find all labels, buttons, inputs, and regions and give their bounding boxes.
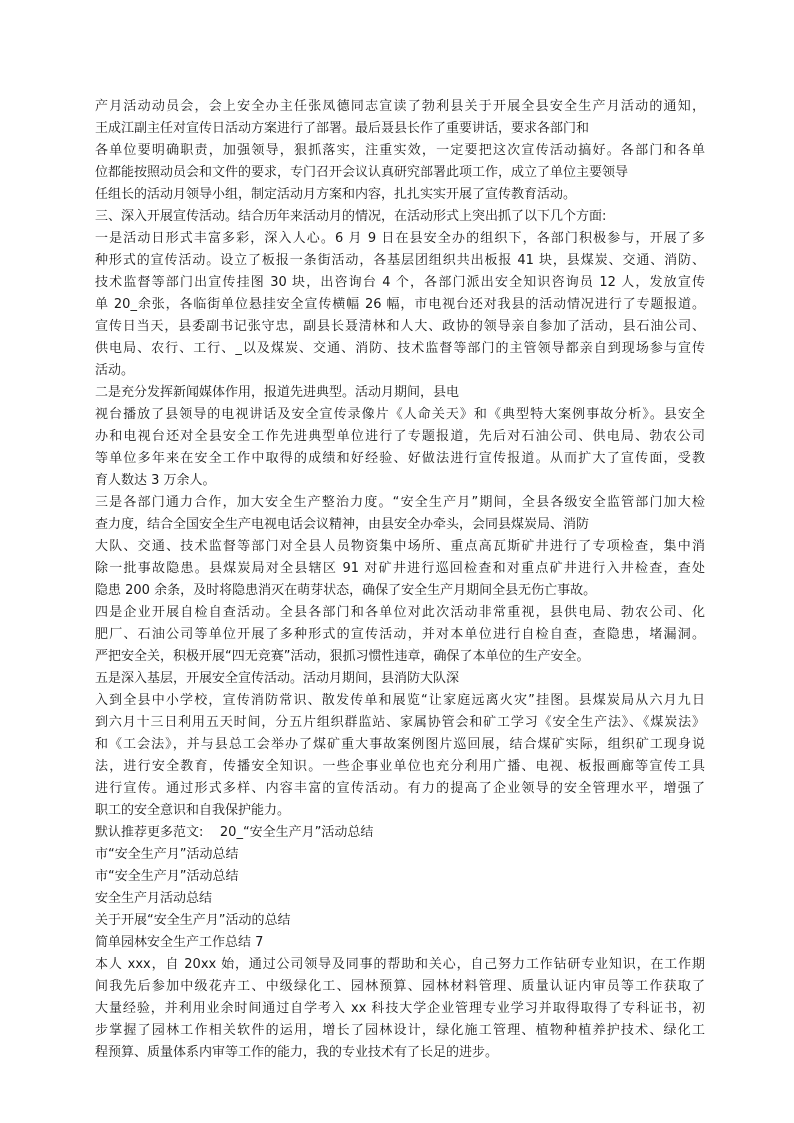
text-line: 供电局、农行、工行、_以及煤炭、交通、消防、技术监督等部门的主管领导都亲自到现场参与宣传	[95, 341, 705, 356]
related-articles-label[interactable]: 默认推荐更多范文: 20_“安全生产月”活动总结	[95, 825, 374, 840]
related-article-link[interactable]: 市“安全生产月”活动总结	[95, 869, 239, 884]
text-line: 查力度，结合全国安全生产电视电话会议精神，由县安全办牵头，会同县煤炭局、消防	[95, 517, 590, 532]
text-line: 技术监督等部门出宣传挂图 30 块，出咨询台 4 个，各部门派出安全知识咨询员 12 人，发放宣传	[95, 275, 705, 290]
related-article-link[interactable]: 关于开展“安全生产月”活动的总结	[95, 913, 291, 928]
text-line: 视台播放了县领导的电视讲话及安全宣传录像片《人命关天》和《典型特大案例事故分析》。县安全	[95, 407, 705, 422]
text-line: 五是深入基层，开展安全宣传活动。活动月期间，县消防大队深	[95, 671, 460, 686]
text-line: 种形式的宣传活动。设立了板报一条街活动，各基层团组织共出板报 41 块，县煤炭、交通、消防、	[95, 253, 705, 268]
text-line: 育人数达 3 万余人。	[95, 473, 216, 488]
text-line: 肥厂、石油公司等单位开展了多种形式的宣传活动，并对本单位进行自检自查，查隐患，堵漏洞。	[95, 627, 705, 642]
text-line: 入到全县中小学校，宣传消防常识、散发传单和展览“让家庭远离火灾”挂图。县煤炭局从六月九日	[95, 693, 705, 708]
text-line: 严把安全关，积极开展“四无竞赛”活动，狠抓习惯性违章，确保了本单位的生产安全。	[95, 649, 590, 664]
related-article-link[interactable]: 市“安全生产月”活动总结	[95, 847, 239, 862]
article-title: 简单园林安全生产工作总结 7	[95, 935, 264, 950]
text-line: 王成江副主任对宣传日活动方案进行了部署。最后聂县长作了重要讲话，要求各部门和	[95, 121, 590, 136]
text-line: 进行宣传。通过形式多样、内容丰富的宣传活动。有力的提高了企业领导的安全管理水平，增强了	[95, 781, 705, 796]
text-line: 二是充分发挥新闻媒体作用，报道先进典型。活动月期间，县电	[95, 385, 460, 400]
text-line: 活动。	[95, 363, 135, 378]
text-line: 本人 xxx，自 20xx 始，通过公司领导及同事的帮助和关心，自己努力工作钻研专业知识，在工作期	[95, 957, 705, 972]
section-heading: 三、深入开展宣传活动。结合历年来活动月的情况，在活动形式上突出抓了以下几个方面:	[95, 209, 607, 224]
text-line: 等单位多年来在安全工作中取得的成绩和好经验、好做法进行宣传报道。从而扩大了宣传面，受教	[95, 451, 705, 466]
text-line: 四是企业开展自检自查活动。全县各部门和各单位对此次活动非常重视，县供电局、勃农公司、化	[95, 605, 705, 620]
related-article-link[interactable]: 安全生产月活动总结	[95, 891, 213, 906]
text-line: 各单位要明确职责，加强领导，狠抓落实，注重实效，一定要把这次宣传活动搞好。各部门和各单	[95, 143, 705, 158]
text-line: 职工的安全意识和自我保护能力。	[95, 803, 291, 818]
text-line: 位都能按照动员会和文件的要求，专门召开会议认真研究部署此项工作，成立了单位主要领导	[95, 165, 629, 180]
text-line: 和《工会法》，并与县总工会举办了煤矿重大事故案例图片巡回展，结合煤矿实际，组织矿工现身说	[95, 737, 705, 752]
text-line: 程预算、质量体系内审等工作的能力，我的专业技术有了长足的进步。	[95, 1045, 499, 1060]
text-line: 到六月十三日利用五天时间，分五片组织群监站、家属协管会和矿工学习《安全生产法》、《煤炭法》	[95, 715, 705, 730]
text-line: 任组长的活动月领导小组，制定活动月方案和内容，扎扎实实开展了宣传教育活动。	[95, 187, 577, 202]
text-line: 除一批事故隐患。县煤炭局对全县辖区 91 对矿井进行巡回检查和对重点矿井进行入井检查，查处	[95, 561, 705, 576]
text-line: 大量经验，并利用业余时间通过自学考入 xx 科技大学企业管理专业学习并取得取得了专科证书，初	[95, 1001, 705, 1016]
text-line: 法，进行安全教育，传播安全知识。一些企事业单位也充分利用广播、电视、板报画廊等宣传工具	[95, 759, 705, 774]
document-body	[95, 96, 705, 1064]
text-line: 三是各部门通力合作，加大安全生产整治力度。“安全生产月”期间，全县各级安全监管部门加大检	[95, 495, 705, 510]
text-line: 办和电视台还对全县安全工作先进典型单位进行了专题报道，先后对石油公司、供电局、勃农公司	[95, 429, 705, 444]
text-line: 步掌握了园林工作相关软件的运用，增长了园林设计，绿化施工管理、植物种植养护技术、绿化工	[95, 1023, 705, 1038]
text-line: 隐患 200 余条，及时将隐患消灭在萌芽状态，确保了安全生产月期间全县无伤亡事故。	[95, 583, 597, 598]
text-line: 产月活动动员会，会上安全办主任张凤德同志宣读了勃利县关于开展全县安全生产月活动的通知，	[95, 99, 705, 114]
text-line: 单 20_余张，各临街单位悬挂安全宣传横幅 26 幅，市电视台还对我县的活动情况进行了专题报道。	[95, 297, 705, 312]
text-line: 大队、交通、技术监督等部门对全县人员物资集中场所、重点高瓦斯矿井进行了专项检查，集中消	[95, 539, 705, 554]
text-line: 间我先后参加中级花卉工、中级绿化工、园林预算、园林材料管理、质量认证内审员等工作获取了	[95, 979, 705, 994]
text-line: 宣传日当天，县委副书记张守忠，副县长聂清林和人大、政协的领导亲自参加了活动，县石油公司、	[95, 319, 705, 334]
text-line: 一是活动日形式丰富多彩，深入人心。6 月 9 日在县安全办的组织下，各部门积极参与，开展了多	[95, 231, 705, 246]
